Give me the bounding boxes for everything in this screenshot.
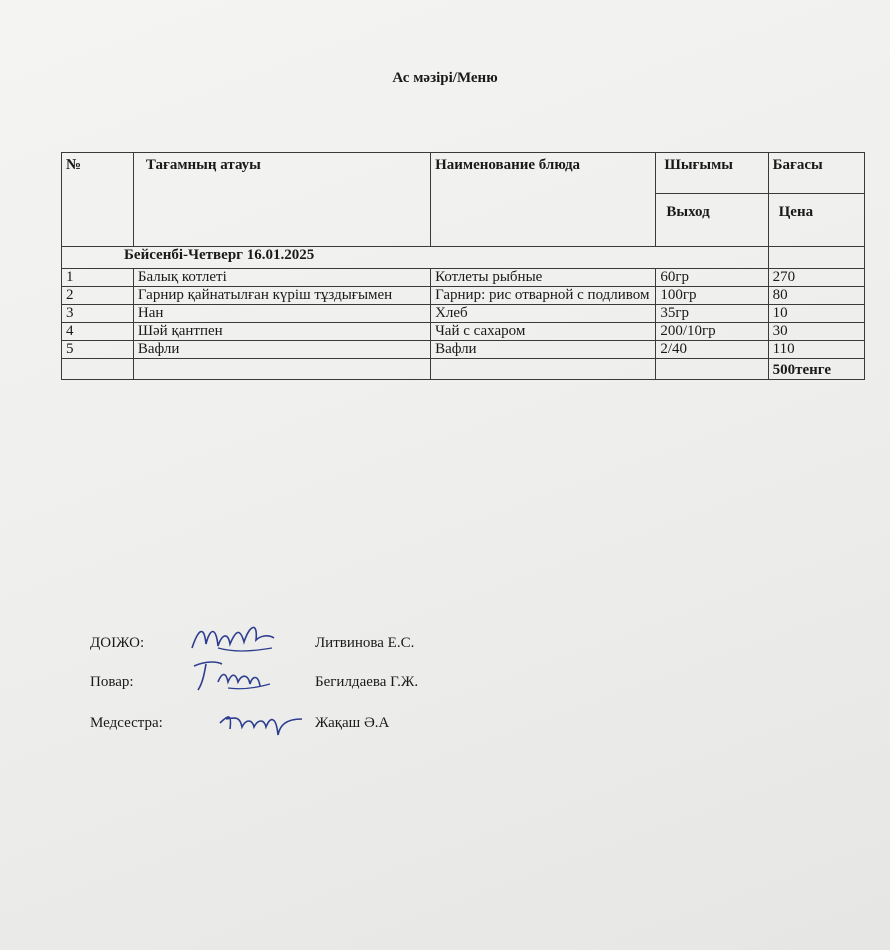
signature-name: Бегилдаева Г.Ж. xyxy=(315,674,419,690)
signature-role: Медсестра: xyxy=(90,715,163,731)
row-price: 30 xyxy=(768,323,864,341)
row-name-kz: Балық котлеті xyxy=(133,269,430,287)
row-output: 100гр xyxy=(656,287,768,305)
table-row xyxy=(62,323,865,341)
row-name-ru: Вафли xyxy=(431,341,656,359)
table-row xyxy=(62,287,865,305)
header-no: № xyxy=(62,153,134,247)
row-name-kz: Вафли xyxy=(133,341,430,359)
header-output-kz: Шығымы xyxy=(656,153,768,194)
signature-role: Повар: xyxy=(90,674,134,690)
row-no: 3 xyxy=(62,305,134,323)
row-no: 1 xyxy=(62,269,134,287)
row-no: 2 xyxy=(62,287,134,305)
row-price: 110 xyxy=(768,341,864,359)
day-row xyxy=(62,247,865,269)
day-empty-cell xyxy=(768,247,864,269)
signature-name: Литвинова Е.С. xyxy=(315,635,415,651)
row-no: 5 xyxy=(62,341,134,359)
row-output: 35гр xyxy=(656,305,768,323)
table-row xyxy=(62,269,865,287)
total-empty-cell xyxy=(656,359,768,380)
handwritten-signature-icon xyxy=(188,618,278,658)
row-output: 200/10гр xyxy=(656,323,768,341)
header-name-ru: Наименование блюда xyxy=(431,153,656,247)
handwritten-signature-icon xyxy=(216,705,306,741)
row-name-kz: Шәй қантпен xyxy=(133,323,430,341)
row-output: 2/40 xyxy=(656,341,768,359)
row-no: 4 xyxy=(62,323,134,341)
handwritten-signature-icon xyxy=(188,656,273,696)
row-output: 60гр xyxy=(656,269,768,287)
row-name-ru: Хлеб xyxy=(431,305,656,323)
row-name-kz: Гарнир қайнатылған күріш тұздығымен xyxy=(133,287,430,305)
row-price: 270 xyxy=(768,269,864,287)
total-empty-cell xyxy=(62,359,134,380)
row-name-ru: Гарнир: рис отварной с подливом xyxy=(431,287,656,305)
page-title: Ас мәзірі/Меню xyxy=(392,70,498,86)
header-name-kz: Тағамның атауы xyxy=(133,153,430,247)
total-empty-cell xyxy=(431,359,656,380)
row-name-kz: Нан xyxy=(133,305,430,323)
header-price-kz: Бағасы xyxy=(768,153,864,194)
row-name-ru: Котлеты рыбные xyxy=(431,269,656,287)
day-label: Бейсенбі-Четверг 16.01.2025 xyxy=(62,247,769,269)
total-empty-cell xyxy=(133,359,430,380)
menu-table xyxy=(61,152,865,380)
row-name-ru: Чай с сахаром xyxy=(431,323,656,341)
table-row xyxy=(62,305,865,323)
header-output-ru: Выход xyxy=(656,194,768,247)
total-row xyxy=(62,359,865,380)
signature-role: ДОІЖО: xyxy=(90,635,145,651)
signature-name: Жақаш Ә.А xyxy=(315,715,390,731)
table-row xyxy=(62,341,865,359)
table-header-row xyxy=(62,153,865,194)
row-price: 10 xyxy=(768,305,864,323)
total-price: 500тенге xyxy=(768,359,864,380)
header-price-ru: Цена xyxy=(768,194,864,247)
row-price: 80 xyxy=(768,287,864,305)
